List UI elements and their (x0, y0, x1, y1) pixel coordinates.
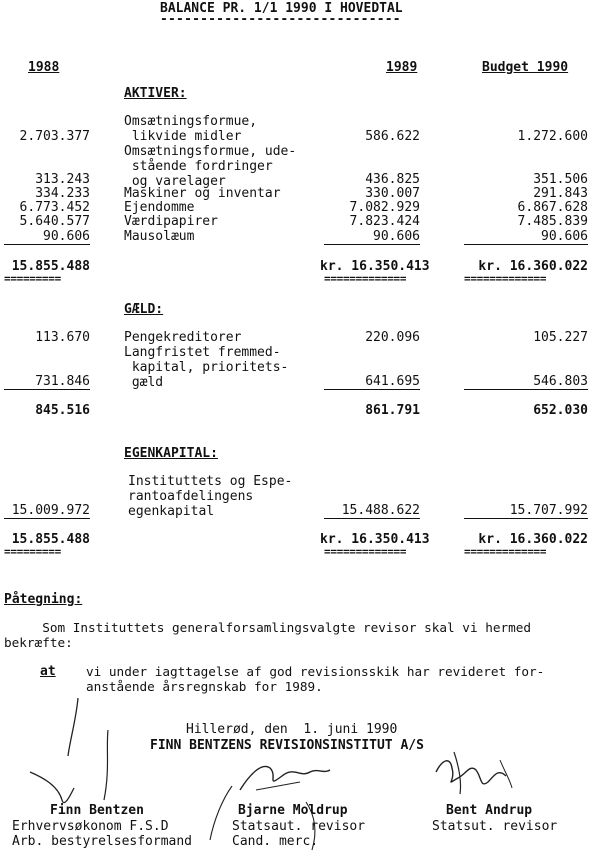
paategning-at: at (40, 664, 56, 679)
total-budget: kr. 16.360.022 (478, 259, 588, 274)
value-budget: 90.606 (541, 229, 588, 244)
sum-rule (324, 389, 420, 390)
section-heading-egenkapital: EGENKAPITAL: (124, 446, 218, 461)
section-heading-gaeld: GÆLD: (124, 302, 164, 317)
value-1989: 15.488.622 (341, 503, 420, 518)
total-1989: kr. 16.350.413 (320, 532, 430, 547)
value-1988: 313.243 (35, 172, 90, 187)
value-1988: 2.703.377 (19, 129, 90, 144)
sum-rule (4, 389, 90, 390)
signatory-name: Finn Bentzen (50, 803, 144, 818)
header-1989: 1989 (386, 60, 418, 75)
place-and-date: Hillerød, den 1. juni 1990 (186, 722, 398, 737)
sum-rule (4, 244, 90, 245)
row-label: Maskiner og inventar (124, 186, 281, 201)
value-1989: 90.606 (373, 229, 420, 244)
sum-rule (4, 518, 90, 519)
value-budget: 7.485.839 (517, 214, 588, 229)
value-1989: 330.007 (365, 186, 420, 201)
value-budget: 6.867.628 (517, 200, 588, 215)
total-1988: 845.516 (35, 403, 90, 418)
row-label: Pengekreditorer (124, 330, 242, 345)
value-1989: 436.825 (365, 172, 420, 187)
row-label: Omsætningsformue, ude- stående fordringer og varelager (124, 144, 297, 189)
value-budget: 15.707.992 (509, 503, 588, 518)
value-budget: 351.506 (533, 172, 588, 187)
value-1988: 15.009.972 (11, 503, 90, 518)
section-heading-paategning: Påtegning: (4, 592, 83, 607)
row-label: Værdipapirer (124, 214, 218, 229)
sum-rule (464, 244, 588, 245)
header-1988: 1988 (28, 60, 60, 75)
row-label: Instituttets og Espe- rantoafdelingens egenkapital (128, 474, 293, 519)
value-1988: 113.670 (35, 330, 90, 345)
value-1989: 220.096 (365, 330, 420, 345)
total-1989: 861.791 (365, 403, 420, 418)
signatory-title: Erhvervsøkonom F.S.D Arb. bestyrelsesformand (12, 819, 193, 849)
value-1988: 90.606 (43, 229, 90, 244)
double-rule: ============= (464, 548, 547, 556)
sum-rule (464, 389, 588, 390)
value-1989: 586.622 (365, 129, 420, 144)
value-1988: 334.233 (35, 186, 90, 201)
value-budget: 546.803 (533, 374, 588, 389)
sum-rule (324, 244, 420, 245)
total-1989: kr. 16.350.413 (320, 259, 430, 274)
value-1989: 7.082.929 (349, 200, 420, 215)
value-budget: 1.272.600 (517, 129, 588, 144)
total-1988: 15.855.488 (11, 532, 90, 547)
signatory-title: Statsaut. revisor Cand. merc. (232, 819, 366, 849)
section-heading-aktiver: AKTIVER: (124, 86, 187, 101)
signatory-title: Statsut. revisor (432, 819, 558, 834)
value-1988: 731.846 (35, 374, 90, 389)
row-label: Mausolæum (124, 229, 195, 244)
value-budget: 291.843 (533, 186, 588, 201)
double-rule: ============= (324, 275, 407, 283)
double-rule: ========= (4, 548, 61, 556)
value-1989: 641.695 (365, 374, 420, 389)
page-title: BALANCE PR. 1/1 1990 I HOVEDTAL (160, 1, 403, 16)
title-rule: ------------------------------ (160, 12, 401, 27)
double-rule: ========= (4, 275, 61, 283)
total-budget: 652.030 (533, 403, 588, 418)
signatory-name: Bent Andrup (446, 803, 533, 818)
value-1988: 5.640.577 (19, 214, 90, 229)
signatory-name: Bjarne Moldrup (238, 803, 348, 818)
header-budget-1990: Budget 1990 (482, 60, 569, 75)
paategning-statement: vi under iagttagelse af god revisionsskik har revideret for- anstående årsregnskab for 1989. (86, 664, 545, 694)
double-rule: ============= (464, 275, 547, 283)
value-budget: 105.227 (533, 330, 588, 345)
value-1988: 6.773.452 (19, 200, 90, 215)
row-label: Omsætningsformue, likvide midler (124, 114, 258, 144)
row-label: Langfristet fremmed- kapital, prioritets- gæld (124, 345, 289, 390)
sum-rule (464, 518, 588, 519)
double-rule: ============= (324, 548, 407, 556)
value-1989: 7.823.424 (349, 214, 420, 229)
row-label: Ejendomme (124, 200, 195, 215)
total-budget: kr. 16.360.022 (478, 532, 588, 547)
paategning-intro: Som Instituttets generalforsamlingsvalgte revisor skal vi hermed bekræfte: (4, 620, 532, 650)
auditing-firm: FINN BENTZENS REVISIONSINSTITUT A/S (150, 738, 424, 753)
total-1988: 15.855.488 (11, 259, 90, 274)
sum-rule (324, 518, 420, 519)
